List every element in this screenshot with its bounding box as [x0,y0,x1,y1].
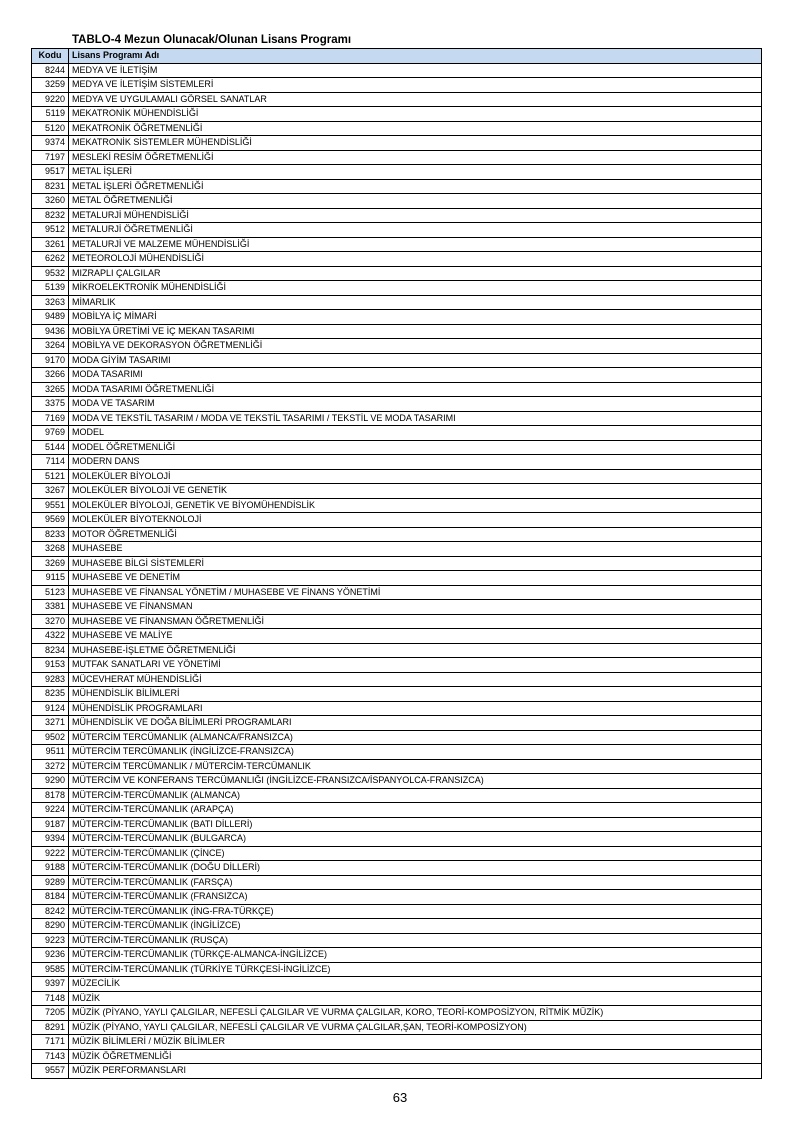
program-name: MÜZİK ÖĞRETMENLİĞİ [69,1049,762,1064]
table-row [32,411,762,426]
table-row [32,759,762,774]
table-row [32,426,762,441]
table-row [32,121,762,136]
program-name: MUHASEBE VE FİNANSAL YÖNETİM / MUHASEBE VE FİNANS YÖNETİMİ [69,585,762,600]
program-name: MUHASEBE BİLGİ SİSTEMLERİ [69,556,762,571]
program-name: MÜZİK [69,991,762,1006]
program-code: 9436 [32,324,69,339]
program-name: MODA TASARIMI [69,368,762,383]
program-code: 9187 [32,817,69,832]
program-code: 3269 [32,556,69,571]
table-row [32,353,762,368]
program-code: 9220 [32,92,69,107]
program-name: MUHASEBE-İŞLETME ÖĞRETMENLİĞİ [69,643,762,658]
program-name: MOBİLYA ÜRETİMİ VE İÇ MEKAN TASARIMI [69,324,762,339]
program-code: 3261 [32,237,69,252]
program-code: 9224 [32,803,69,818]
program-name: MÜTERCİM-TERCÜMANLIK (ARAPÇA) [69,803,762,818]
table-row [32,962,762,977]
program-name: MÜTERCİM-TERCÜMANLIK (BULGARCA) [69,832,762,847]
program-name: MÜTERCİM VE KONFERANS TERCÜMANLIĞI (İNGİLİZCE-FRANSIZCA/İSPANYOLCA-FRANSIZCA) [69,774,762,789]
program-code: 8184 [32,890,69,905]
table-row [32,455,762,470]
program-code: 9124 [32,701,69,716]
table-row [32,484,762,499]
program-name: MÜHENDİSLİK BİLİMLERİ [69,687,762,702]
program-code: 9489 [32,310,69,325]
program-code: 9283 [32,672,69,687]
program-name: MÜTERCİM-TERCÜMANLIK (TÜRKÇE-ALMANCA-İNGİLİZCE) [69,948,762,963]
program-name: MEKATRONİK ÖĞRETMENLİĞİ [69,121,762,136]
program-code: 9394 [32,832,69,847]
table-row [32,136,762,151]
header-program-name: Lisans Programı Adı [69,49,762,64]
program-code: 3272 [32,759,69,774]
programs-table [31,48,762,1079]
program-code: 5144 [32,440,69,455]
program-code: 3270 [32,614,69,629]
program-name: MOBİLYA İÇ MİMARİ [69,310,762,325]
table-row [32,629,762,644]
program-code: 9517 [32,165,69,180]
program-name: MOBİLYA VE DEKORASYON ÖĞRETMENLİĞİ [69,339,762,354]
program-code: 9236 [32,948,69,963]
program-name: MODEL ÖĞRETMENLİĞİ [69,440,762,455]
table-row [32,281,762,296]
program-name: METALURJİ VE MALZEME MÜHENDİSLİĞİ [69,237,762,252]
program-name: METAL İŞLERİ ÖĞRETMENLİĞİ [69,179,762,194]
table-row [32,179,762,194]
table-row [32,948,762,963]
table-row [32,861,762,876]
table-row [32,194,762,209]
table-row [32,469,762,484]
program-name: METEOROLOJİ MÜHENDİSLİĞİ [69,252,762,267]
program-code: 9532 [32,266,69,281]
table-row [32,716,762,731]
program-name: MÜZİK (PİYANO, YAYLI ÇALGILAR, NEFESLİ ÇALGILAR VE VURMA ÇALGILAR,ŞAN, TEORİ-KOMPOSİZYON) [69,1020,762,1035]
program-name: MÜTERCİM-TERCÜMANLIK (İNGİLİZCE) [69,919,762,934]
program-name: MUHASEBE VE DENETİM [69,571,762,586]
program-code: 3265 [32,382,69,397]
table-row [32,266,762,281]
program-code: 9115 [32,571,69,586]
program-name: MÜZECİLİK [69,977,762,992]
table-row [32,237,762,252]
program-code: 6262 [32,252,69,267]
program-code: 9289 [32,875,69,890]
table-row [32,295,762,310]
table-row [32,701,762,716]
table-row [32,1064,762,1079]
program-code: 9188 [32,861,69,876]
program-name: MİKROELEKTRONİK MÜHENDİSLİĞİ [69,281,762,296]
program-code: 9290 [32,774,69,789]
table-row [32,1020,762,1035]
program-name: MÜZİK (PİYANO, YAYLI ÇALGILAR, NEFESLİ ÇALGILAR VE VURMA ÇALGILAR, KORO, TEORİ-KOMPOSİZYON, RİTMİK MÜZİK) [69,1006,762,1021]
program-name: MEDYA VE UYGULAMALI GÖRSEL SANATLAR [69,92,762,107]
table-body [32,63,762,1078]
program-code: 8231 [32,179,69,194]
program-name: METALURJİ MÜHENDİSLİĞİ [69,208,762,223]
table-row [32,498,762,513]
program-name: MUHASEBE VE FİNANSMAN ÖĞRETMENLİĞİ [69,614,762,629]
program-code: 8178 [32,788,69,803]
program-code: 9222 [32,846,69,861]
program-code: 3268 [32,542,69,557]
table-row [32,774,762,789]
table-row [32,63,762,78]
program-name: MUHASEBE VE MALİYE [69,629,762,644]
table-row [32,208,762,223]
program-code: 5121 [32,469,69,484]
header-code: Kodu [32,49,69,64]
program-name: MEDYA VE İLETİŞİM [69,63,762,78]
table-row [32,1035,762,1050]
table-row [32,933,762,948]
program-name: MÜTERCİM-TERCÜMANLIK (ALMANCA) [69,788,762,803]
table-row [32,527,762,542]
table-row [32,150,762,165]
program-code: 9551 [32,498,69,513]
program-code: 9397 [32,977,69,992]
program-name: MÜHENDİSLİK VE DOĞA BİLİMLERİ PROGRAMLARI [69,716,762,731]
program-code: 3267 [32,484,69,499]
program-code: 7148 [32,991,69,1006]
table-row [32,846,762,861]
program-name: MOLEKÜLER BİYOLOJİ, GENETİK VE BİYOMÜHENDİSLİK [69,498,762,513]
program-name: MÜTERCİM TERCÜMANLIK (İNGİLİZCE-FRANSIZCA) [69,745,762,760]
table-row [32,78,762,93]
table-title: TABLO-4 Mezun Olunacak/Olunan Lisans Programı [72,34,352,46]
table-row [32,324,762,339]
program-name: METALURJİ ÖĞRETMENLİĞİ [69,223,762,238]
program-name: MOLEKÜLER BİYOLOJİ [69,469,762,484]
program-name: MODEL [69,426,762,441]
table-row [32,397,762,412]
table-row [32,658,762,673]
table-row [32,687,762,702]
program-name: MOLEKÜLER BİYOTEKNOLOJİ [69,513,762,528]
program-name: MÜTERCİM-TERCÜMANLIK (BATI DİLLERİ) [69,817,762,832]
program-code: 9223 [32,933,69,948]
table-row [32,165,762,180]
table-row [32,1049,762,1064]
table-row [32,788,762,803]
table-row [32,672,762,687]
program-name: MEKATRONİK MÜHENDİSLİĞİ [69,107,762,122]
table-row [32,310,762,325]
program-name: MÜTERCİM-TERCÜMANLIK (ÇİNCE) [69,846,762,861]
table-row [32,614,762,629]
program-name: MÜTERCİM-TERCÜMANLIK (FARSÇA) [69,875,762,890]
program-code: 3259 [32,78,69,93]
table-row [32,368,762,383]
program-code: 9569 [32,513,69,528]
program-code: 9512 [32,223,69,238]
program-code: 8232 [32,208,69,223]
program-code: 9374 [32,136,69,151]
table-row [32,991,762,1006]
table-row [32,919,762,934]
program-name: MÜTERCİM TERCÜMANLIK (ALMANCA/FRANSIZCA) [69,730,762,745]
table-header-row [32,49,762,64]
program-code: 8235 [32,687,69,702]
table-row [32,643,762,658]
program-name: MÜTERCİM TERCÜMANLIK / MÜTERCİM-TERCÜMANLIK [69,759,762,774]
program-name: MODERN DANS [69,455,762,470]
program-code: 5119 [32,107,69,122]
table-row [32,382,762,397]
program-code: 8242 [32,904,69,919]
program-name: MİMARLIK [69,295,762,310]
program-code: 7143 [32,1049,69,1064]
page-number: 63 [392,1090,408,1105]
program-name: MODA VE TASARIM [69,397,762,412]
program-code: 8290 [32,919,69,934]
program-name: MODA VE TEKSTİL TASARIM / MODA VE TEKSTİL TASARIMI / TEKSTİL VE MODA TASARIMI [69,411,762,426]
program-name: MODA GİYİM TASARIMI [69,353,762,368]
table-row [32,904,762,919]
table-row [32,107,762,122]
table-row [32,252,762,267]
program-code: 5139 [32,281,69,296]
program-code: 9502 [32,730,69,745]
table-row [32,803,762,818]
table-row [32,571,762,586]
program-name: MOLEKÜLER BİYOLOJİ VE GENETİK [69,484,762,499]
program-name: METAL İŞLERİ [69,165,762,180]
program-name: MÜHENDİSLİK PROGRAMLARI [69,701,762,716]
table-row [32,92,762,107]
table-row [32,585,762,600]
program-name: MÜTERCİM-TERCÜMANLIK (DOĞU DİLLERİ) [69,861,762,876]
program-name: MUTFAK SANATLARI VE YÖNETİMİ [69,658,762,673]
program-name: MEDYA VE İLETİŞİM SİSTEMLERİ [69,78,762,93]
program-name: MUHASEBE VE FİNANSMAN [69,600,762,615]
program-code: 8291 [32,1020,69,1035]
table-row [32,556,762,571]
table-row [32,730,762,745]
program-code: 8233 [32,527,69,542]
program-name: MEKATRONİK SİSTEMLER MÜHENDİSLİĞİ [69,136,762,151]
program-name: MÜTERCİM-TERCÜMANLIK (İNG-FRA-TÜRKÇE) [69,904,762,919]
program-code: 8234 [32,643,69,658]
table-row [32,223,762,238]
program-code: 5123 [32,585,69,600]
program-code: 9153 [32,658,69,673]
table-row [32,875,762,890]
program-code: 3264 [32,339,69,354]
program-code: 3260 [32,194,69,209]
program-name: MUHASEBE [69,542,762,557]
table-row [32,440,762,455]
table-row [32,542,762,557]
table-row [32,513,762,528]
table-row [32,977,762,992]
program-code: 7171 [32,1035,69,1050]
program-code: 5120 [32,121,69,136]
program-code: 3266 [32,368,69,383]
program-code: 8244 [32,63,69,78]
program-name: MÜZİK PERFORMANSLARI [69,1064,762,1079]
program-name: MÜTERCİM-TERCÜMANLIK (FRANSIZCA) [69,890,762,905]
program-name: MÜTERCİM-TERCÜMANLIK (RUSÇA) [69,933,762,948]
program-name: METAL ÖĞRETMENLİĞİ [69,194,762,209]
program-name: MÜCEVHERAT MÜHENDİSLİĞİ [69,672,762,687]
program-name: MÜZİK BİLİMLERİ / MÜZİK BİLİMLER [69,1035,762,1050]
program-code: 9557 [32,1064,69,1079]
table-row [32,600,762,615]
program-code: 9170 [32,353,69,368]
table-row [32,339,762,354]
program-code: 9511 [32,745,69,760]
program-name: MOTOR ÖĞRETMENLİĞİ [69,527,762,542]
table-row [32,832,762,847]
program-code: 9769 [32,426,69,441]
program-code: 7205 [32,1006,69,1021]
program-code: 7114 [32,455,69,470]
table-row [32,1006,762,1021]
table-row [32,817,762,832]
program-code: 4322 [32,629,69,644]
program-code: 7169 [32,411,69,426]
table-row [32,890,762,905]
program-code: 3381 [32,600,69,615]
program-code: 7197 [32,150,69,165]
program-name: MODA TASARIMI ÖĞRETMENLİĞİ [69,382,762,397]
program-code: 3263 [32,295,69,310]
program-name: MESLEKİ RESİM ÖĞRETMENLİĞİ [69,150,762,165]
program-name: MIZRAPLI ÇALGILAR [69,266,762,281]
program-name: MÜTERCİM-TERCÜMANLIK (TÜRKİYE TÜRKÇESİ-İNGİLİZCE) [69,962,762,977]
program-code: 3271 [32,716,69,731]
program-code: 9585 [32,962,69,977]
program-code: 3375 [32,397,69,412]
table-row [32,745,762,760]
